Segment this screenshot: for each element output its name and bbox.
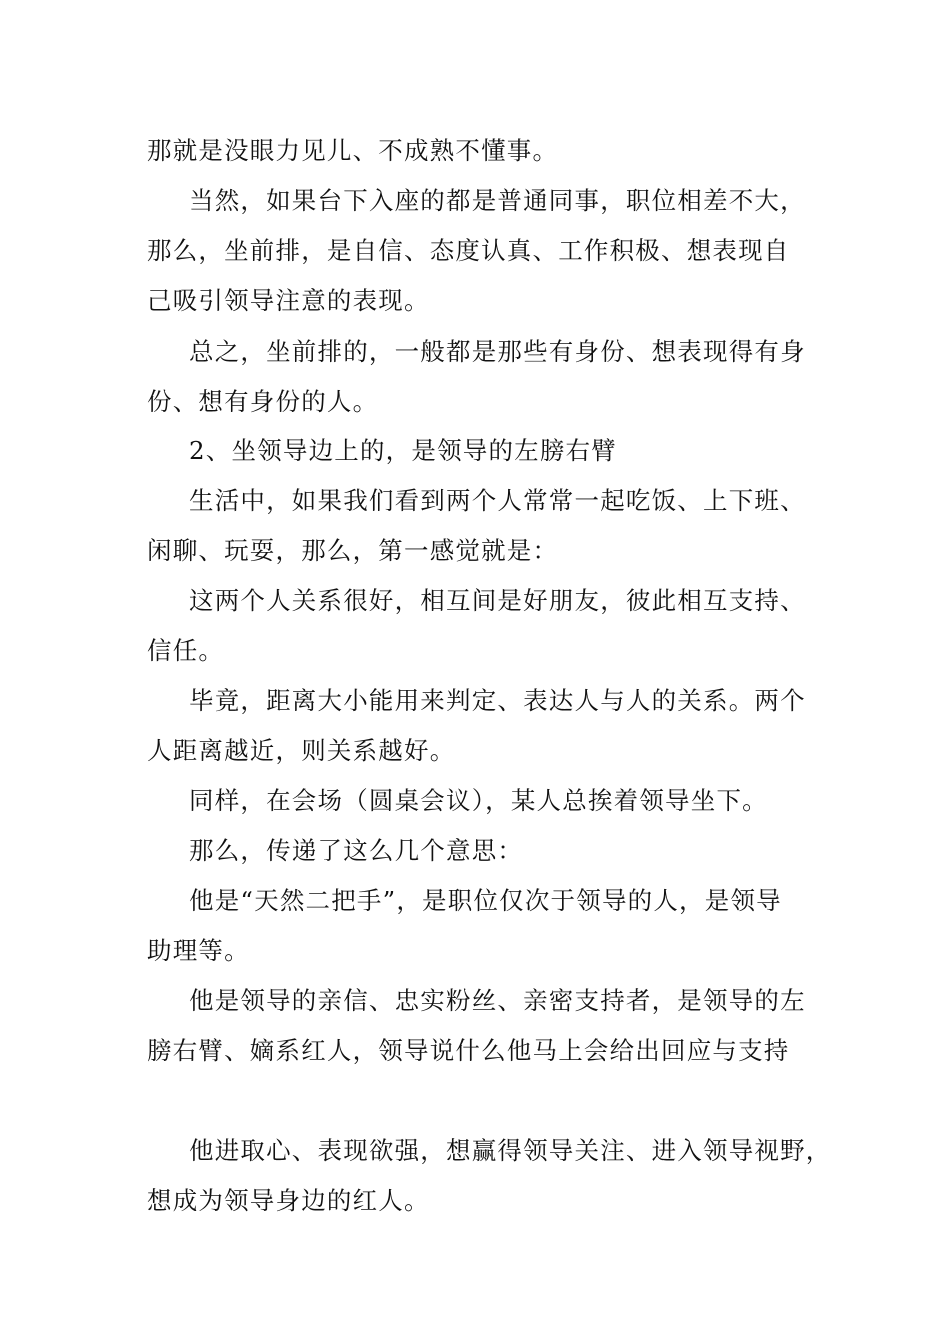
- text-line: 己吸引领导注意的表现。: [147, 286, 430, 315]
- paragraph-start-line: 毕竟，距离大小能用来判定、表达人与人的关系。两个: [189, 686, 806, 715]
- paragraph-start-line: 同样，在会场（圆桌会议），某人总挨着领导坐下。: [189, 786, 768, 815]
- text-line: 闲聊、玩耍，那么，第一感觉就是：: [147, 536, 559, 565]
- paragraph-start-line: 当然，如果台下入座的都是普通同事，职位相差不大，: [189, 186, 806, 215]
- paragraph-start-line: 那么，传递了这么几个意思：: [189, 836, 524, 865]
- paragraph-start-line: 总之，坐前排的，一般都是那些有身份、想表现得有身: [189, 337, 806, 366]
- text-line: 信任。: [147, 636, 225, 665]
- text-line: 人距离越近，则关系越好。: [147, 736, 456, 765]
- paragraph-start-line: 他是领导的亲信、忠实粉丝、亲密支持者，是领导的左: [189, 986, 806, 1015]
- paragraph-start-line: 这两个人关系很好，相互间是好朋友，彼此相互支持、: [189, 586, 806, 615]
- paragraph-start-line: 他是“天然二把手”，是职位仅次于领导的人，是领导: [189, 886, 782, 915]
- section-heading: 2、坐领导边上的，是领导的左膀右臂: [189, 436, 617, 465]
- text-line: 那就是没眼力见儿、不成熟不懂事。: [147, 136, 559, 165]
- text-line: 那么，坐前排，是自信、态度认真、工作积极、想表现自: [147, 236, 790, 265]
- text-line: 想成为领导身边的红人。: [147, 1186, 430, 1215]
- paragraph-start-line: 他进取心、表现欲强，想赢得领导关注、进入领导视野，: [189, 1136, 832, 1165]
- paragraph-start-line: 生活中，如果我们看到两个人常常一起吃饭、上下班、: [189, 486, 806, 515]
- text-line: 份、想有身份的人。: [147, 387, 379, 416]
- text-line: 膀右臂、嫡系红人，领导说什么他马上会给出回应与支持: [147, 1036, 790, 1065]
- text-line: 助理等。: [147, 936, 250, 965]
